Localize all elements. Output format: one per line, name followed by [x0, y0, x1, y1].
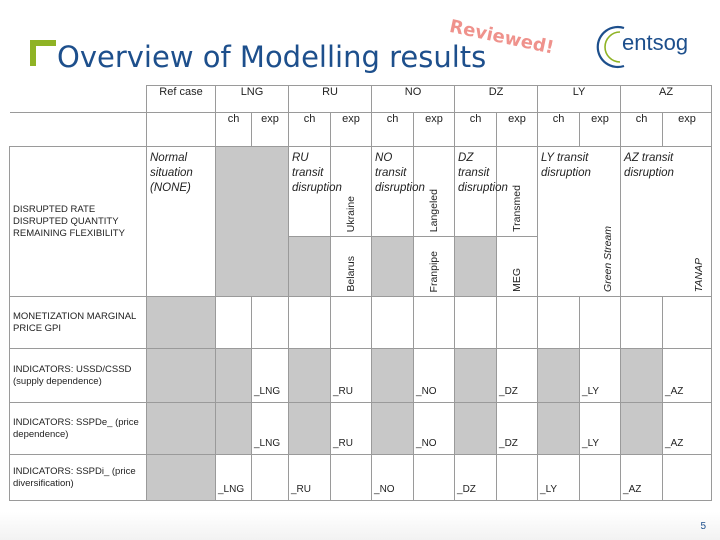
subheader-ch: ch: [621, 113, 663, 147]
subheader-exp: exp: [252, 113, 289, 147]
row-label-disrupted: DISRUPTED RATE DISRUPTED QUANTITY REMAINING FLEXIBILITY: [10, 147, 147, 297]
indicator-suffix: _DZ: [457, 484, 476, 495]
header-dz: DZ: [455, 86, 538, 113]
subheader-ch: ch: [455, 113, 497, 147]
indicator-suffix: _AZ: [665, 386, 684, 397]
indicator-suffix: _LY: [540, 484, 558, 495]
indicator-suffix: _RU: [333, 386, 354, 397]
title-corner-mark: [30, 40, 46, 56]
page-title: Overview of Modelling results: [57, 40, 487, 74]
route-franpipe-cell: [414, 237, 455, 297]
subheader-exp: exp: [580, 113, 621, 147]
indicator-suffix: _AZ: [623, 484, 642, 495]
row-label-ussd: INDICATORS: USSD/CSSD (supply dependence): [10, 349, 147, 403]
reviewed-stamp: Reviewed!: [447, 16, 556, 59]
indicator-suffix: _LY: [582, 438, 600, 449]
indicator-suffix: _NO: [416, 438, 437, 449]
subheader-ch: ch: [216, 113, 252, 147]
route-green-stream: Green Stream: [602, 226, 615, 292]
indicator-suffix: _DZ: [499, 386, 518, 397]
ly-transit-label: [538, 147, 621, 297]
footer-bar: [0, 512, 720, 540]
results-table: [9, 85, 712, 501]
page-number: 5: [700, 521, 706, 532]
indicator-suffix: _LNG: [254, 386, 281, 397]
subheader-ch: ch: [372, 113, 414, 147]
route-transmed-cell: [497, 147, 538, 237]
indicator-suffix: _LY: [582, 386, 600, 397]
dz-transit-label: DZ transit disruption: [455, 147, 497, 237]
subheader-exp: exp: [331, 113, 372, 147]
ru-transit-label: RU transit disruption: [289, 147, 331, 237]
indicator-suffix: _AZ: [665, 438, 684, 449]
header-ly: LY: [538, 86, 621, 113]
row-label-sspde: INDICATORS: SSPDe_ (price dependence): [10, 403, 147, 455]
subheader-ch: ch: [289, 113, 331, 147]
route-belarus: Belarus: [345, 256, 357, 292]
no-shaded-cell: [372, 237, 414, 297]
subheader-exp: exp: [663, 113, 712, 147]
route-ukraine-cell: [331, 147, 372, 237]
header-az: AZ: [621, 86, 712, 113]
indicator-suffix: _LNG: [218, 484, 245, 495]
indicator-suffix: _RU: [333, 438, 354, 449]
indicator-suffix: _NO: [416, 386, 437, 397]
normal-situation-label: Normal situation (NONE): [147, 147, 216, 297]
route-ukraine: Ukraine: [345, 195, 357, 232]
route-langeled: Langeled: [428, 188, 441, 232]
subheader-exp: exp: [497, 113, 538, 147]
route-franpipe: Franpipe: [428, 250, 441, 292]
header-no: NO: [372, 86, 455, 113]
az-transit-label: [621, 147, 712, 297]
dz-shaded-cell: [455, 237, 497, 297]
lng-shaded-cell: [216, 147, 289, 297]
header-ru: RU: [289, 86, 372, 113]
route-tanap: TANAP: [693, 257, 706, 292]
route-langeled-cell: [414, 147, 455, 237]
ly-transit-text: LY transit disruption: [541, 152, 591, 179]
ru-shaded-cell: [289, 237, 331, 297]
entsog-logo: [594, 22, 694, 72]
az-transit-text: AZ transit disruption: [624, 152, 674, 179]
no-transit-label: NO transit disruption: [372, 147, 414, 237]
indicator-suffix: _NO: [374, 484, 395, 495]
route-transmed: Transmed: [511, 185, 524, 232]
row-label-monetization: MONETIZATION MARGINAL PRICE GPI: [10, 297, 147, 349]
subheader-ch: ch: [538, 113, 580, 147]
header-ref-case: Ref case: [147, 86, 216, 113]
subheader-exp: exp: [414, 113, 455, 147]
route-meg: MEG: [511, 268, 524, 292]
route-belarus-cell: [331, 237, 372, 297]
route-meg-cell: [497, 237, 538, 297]
row-label-sspdi: INDICATORS: SSPDi_ (price diversification): [10, 455, 147, 501]
header-lng: LNG: [216, 86, 289, 113]
indicator-suffix: _LNG: [254, 438, 281, 449]
indicator-suffix: _RU: [291, 484, 312, 495]
indicator-suffix: _DZ: [499, 438, 518, 449]
logo-text: entsog: [622, 30, 689, 55]
